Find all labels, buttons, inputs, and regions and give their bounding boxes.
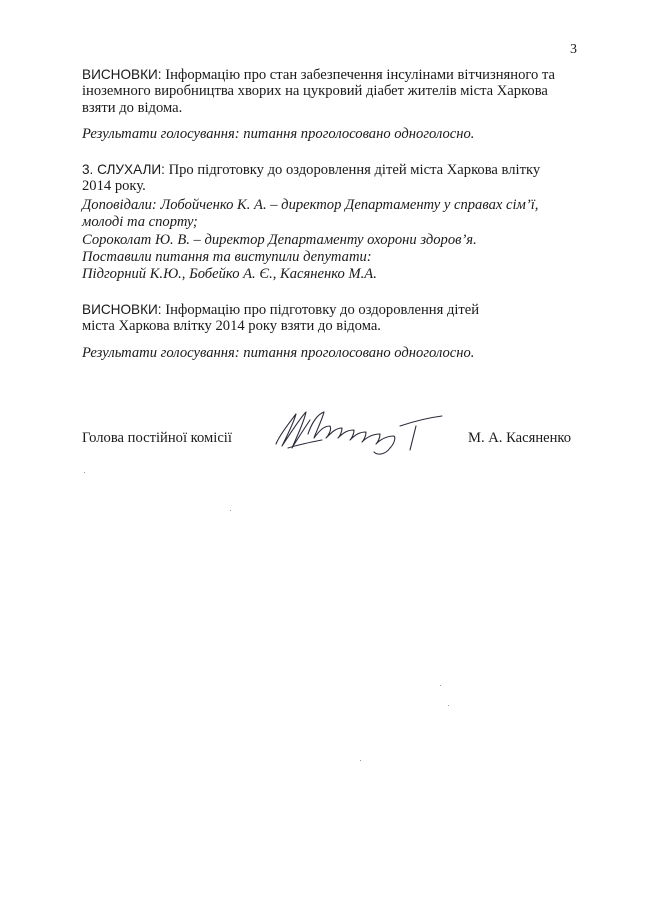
handwritten-signature: [270, 404, 450, 460]
conclusion-2-line-1: [82, 301, 479, 319]
page-number: 3: [570, 42, 577, 57]
vote-result-1: Результати голосування: питання проголосовано одноголосно.: [82, 126, 475, 142]
conclusion-1-lead: ВИСНОВКИ:: [82, 67, 162, 82]
heard-line-2: 2014 року.: [82, 178, 146, 194]
conclusion-1-line-3: взяти до відома.: [82, 100, 183, 116]
scan-speck: [360, 760, 361, 761]
questions-line-2: Підгорний К.Ю., Бобейко А. Є., Касяненко М.А.: [82, 266, 377, 282]
conclusion-2-text-1: Інформацію про підготовку до оздоровлення дітей: [161, 302, 480, 318]
scan-speck: [440, 685, 441, 686]
vote-result-2: Результати голосування: питання проголосовано одноголосно.: [82, 345, 475, 361]
scan-speck: [448, 705, 449, 706]
signature-label: Голова постійної комісії: [82, 430, 232, 446]
heard-line-1: [82, 161, 540, 179]
conclusion-2-line-2: міста Харкова влітку 2014 року взяти до відома.: [82, 318, 381, 334]
conclusion-1-text-1: Інформацію про стан забезпечення інсулінами вітчизняного та: [161, 67, 555, 83]
reported-line-3: Сороколат Ю. В. – директор Департаменту охорони здоров’я.: [82, 232, 477, 248]
reported-line-1: Доповідали: Лобойченко К. А. – директор Департаменту у справах сім’ї,: [82, 197, 539, 213]
reported-line-2: молоді та спорту;: [82, 214, 198, 230]
conclusion-1-line-2: іноземного виробництва хворих на цукровий діабет жителів міста Харкова: [82, 83, 548, 99]
conclusion-2-lead: ВИСНОВКИ:: [82, 302, 162, 317]
heard-text-1: Про підготовку до оздоровлення дітей міста Харкова влітку: [164, 162, 541, 178]
conclusion-1-line-1: [82, 66, 555, 84]
scan-speck: [230, 510, 231, 511]
heard-lead: 3. СЛУХАЛИ:: [82, 162, 165, 177]
questions-line-1: Поставили питання та виступили депутати:: [82, 249, 372, 265]
signatory-name: М. А. Касяненко: [468, 430, 572, 446]
scan-speck: [84, 472, 85, 473]
